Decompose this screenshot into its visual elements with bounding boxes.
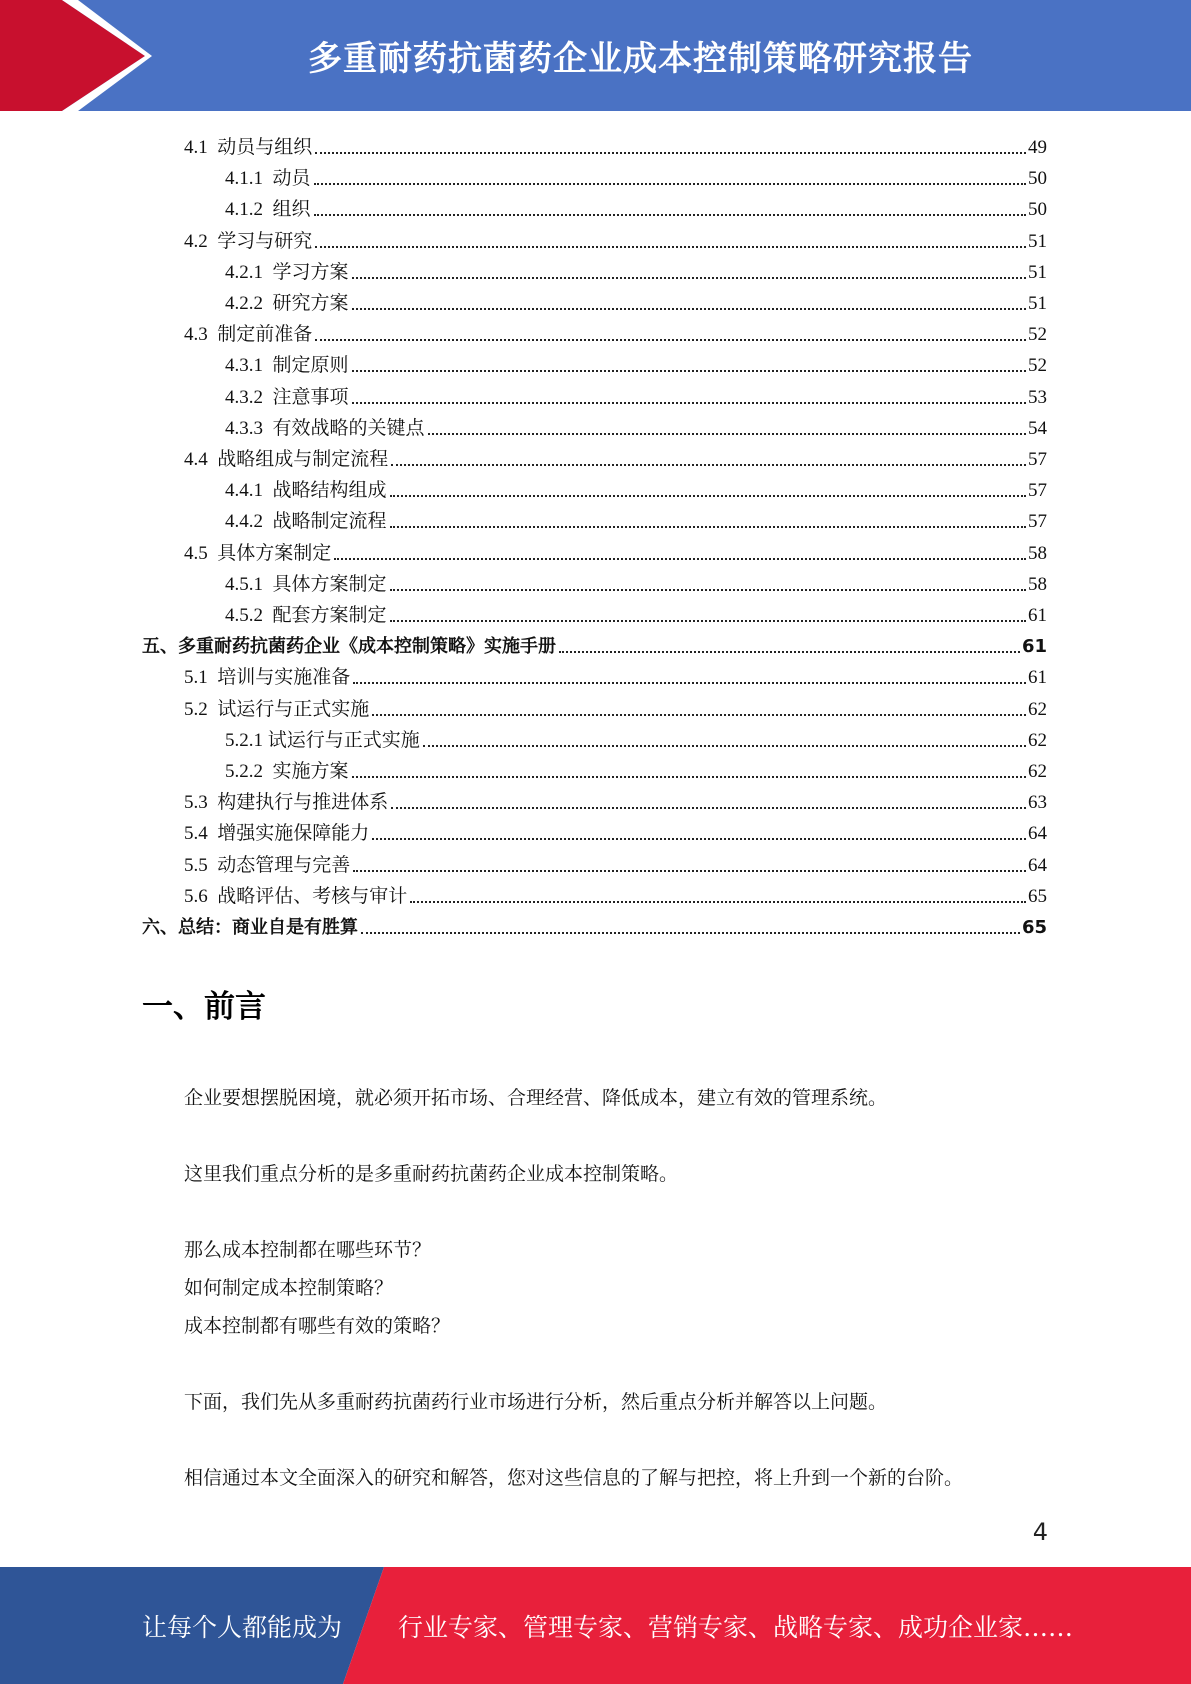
toc-entry-page: 49: [1028, 137, 1047, 158]
toc-dot-leader: [334, 557, 1026, 560]
toc-dot-leader: [391, 806, 1026, 809]
toc-entry-number: 4.2: [184, 230, 218, 252]
toc-entry-title: 具体方案制定: [217, 542, 332, 564]
toc-entry[interactable]: [225, 346, 1047, 377]
toc-entry-title: 有效战略的关键点: [272, 417, 425, 439]
preface-question: 成本控制都有哪些有效的策略？: [184, 1316, 451, 1337]
toc-dot-leader: [410, 900, 1026, 903]
toc-entry[interactable]: [184, 128, 1047, 159]
toc-entry-page: 58: [1028, 573, 1047, 595]
toc-entry-page: 52: [1028, 324, 1047, 346]
toc-entry[interactable]: [225, 378, 1047, 409]
toc-entry-page: 62: [1028, 761, 1047, 782]
toc-entry-number: 5.1: [184, 667, 218, 689]
toc-entry[interactable]: [225, 159, 1047, 190]
toc-entry-page: 65: [1028, 885, 1047, 907]
toc-entry-number: 4.1.2: [225, 199, 273, 221]
toc-entry-page: 61: [1028, 667, 1047, 689]
toc-dot-leader: [353, 869, 1026, 872]
toc-entry-page: 57: [1028, 480, 1047, 502]
toc-dot-leader: [390, 588, 1026, 591]
toc-entry-number: 4.3.3: [225, 417, 273, 439]
toc-entry[interactable]: [225, 502, 1047, 533]
toc-dot-leader: [314, 182, 1026, 185]
page-footer: [0, 1567, 1191, 1684]
toc-entry[interactable]: [225, 596, 1047, 627]
toc-dot-leader: [352, 401, 1026, 404]
toc-entry-page: 51: [1028, 230, 1047, 252]
toc-entry-title: 构建执行与推进体系: [217, 792, 389, 814]
toc-entry-number: 5.2.1: [225, 729, 268, 751]
toc-entry-number: 5.2: [184, 698, 218, 720]
toc-entry-number: 4.4.1: [225, 480, 273, 502]
toc-entry-title: 制定原则: [272, 355, 349, 377]
toc-entry-page: 61: [1028, 605, 1047, 626]
toc-entry[interactable]: [184, 534, 1047, 565]
toc-entry-title: 具体方案制定: [272, 573, 387, 595]
footer-slogan-right: 行业专家、管理专家、营销专家、战略专家、成功企业家……: [398, 1612, 1074, 1642]
toc-entry[interactable]: [184, 814, 1047, 845]
toc-entry[interactable]: [184, 440, 1047, 471]
toc-entry-number: 4.4: [184, 449, 218, 470]
toc-entry-page: 51: [1028, 261, 1047, 283]
toc-entry-page: 64: [1028, 823, 1047, 845]
toc-chapter-entry[interactable]: [142, 908, 1047, 939]
toc-entry-number: 5.4: [184, 823, 218, 845]
toc-entry-title: 动员: [272, 168, 311, 190]
toc-entry-title: 注意事项: [272, 386, 349, 408]
toc-entry-title: 试运行与正式实施: [267, 729, 420, 751]
toc-entry[interactable]: [184, 690, 1047, 721]
toc-dot-leader: [390, 494, 1026, 497]
toc-entry-number: 4.4.2: [225, 511, 273, 533]
toc-dot-leader: [390, 619, 1026, 622]
toc-entry-title: 战略制定流程: [272, 511, 387, 533]
toc-entry-title: 战略结构组成: [272, 480, 387, 502]
toc-entry-title: 试运行与正式实施: [217, 698, 370, 720]
toc-entry-number: 4.3.2: [225, 386, 273, 408]
toc-entry-page: 63: [1028, 792, 1047, 814]
toc-entry-title: 五、多重耐药抗菌药企业《成本控制策略》实施手册: [142, 636, 556, 658]
toc-entry-number: 4.5: [184, 542, 218, 564]
toc-entry-title: 动员与组织: [217, 137, 313, 158]
toc-entry-title: 增强实施保障能力: [217, 823, 370, 845]
toc-dot-leader: [423, 744, 1026, 747]
toc-dot-leader: [352, 775, 1026, 778]
toc-dot-leader: [315, 338, 1026, 341]
toc-entry[interactable]: [184, 658, 1047, 689]
toc-dot-leader: [559, 650, 1020, 653]
toc-entry[interactable]: [225, 190, 1047, 221]
toc-entry-page: 51: [1028, 293, 1047, 314]
preface-question: 如何制定成本控制策略？: [184, 1278, 394, 1299]
toc-entry-number: 4.2.2: [225, 293, 273, 314]
toc-entry[interactable]: [184, 877, 1047, 908]
section-heading-preface: 一、前言: [142, 989, 266, 1025]
preface-paragraph: 相信通过本文全面深入的研究和解答，您对这些信息的了解与把控，将上升到一个新的台阶。: [184, 1468, 964, 1489]
toc-dot-leader: [315, 151, 1026, 154]
report-title: 多重耐药抗菌药企业成本控制策略研究报告: [308, 39, 973, 79]
toc-dot-leader: [391, 463, 1026, 466]
toc-entry-title: 研究方案: [272, 293, 349, 314]
preface-paragraph: 企业要想摆脱困境，就必须开拓市场、合理经营、降低成本，建立有效的管理系统。: [184, 1088, 888, 1109]
toc-entry[interactable]: [225, 471, 1047, 502]
toc-entry-title: 配套方案制定: [272, 605, 387, 626]
toc-entry-number: 4.3: [184, 324, 218, 346]
toc-entry[interactable]: [225, 409, 1047, 440]
toc-entry-page: 61: [1021, 636, 1047, 658]
toc-entry-number: 4.3.1: [225, 355, 273, 377]
toc-entry-page: 50: [1028, 199, 1047, 221]
toc-dot-leader: [390, 525, 1026, 528]
toc-entry[interactable]: [184, 315, 1047, 346]
toc-entry[interactable]: [225, 565, 1047, 596]
toc-entry[interactable]: [225, 253, 1047, 284]
toc-entry-number: 4.1.1: [225, 168, 273, 190]
toc-entry-page: 53: [1028, 386, 1047, 408]
toc-dot-leader: [353, 681, 1026, 684]
toc-entry-page: 52: [1028, 355, 1047, 377]
toc-entry-title: 战略评估、考核与审计: [217, 885, 408, 907]
preface-question: 那么成本控制都在哪些环节？: [184, 1240, 432, 1261]
toc-dot-leader: [372, 837, 1026, 840]
page-number: 4: [1032, 1518, 1048, 1546]
toc-entry[interactable]: [225, 284, 1047, 315]
toc-entry-number: 4.1: [184, 137, 218, 158]
preface-paragraph: 这里我们重点分析的是多重耐药抗菌药企业成本控制策略。: [184, 1164, 679, 1185]
toc-entry-title: 组织: [272, 199, 311, 221]
preface-paragraph: 下面，我们先从多重耐药抗菌药行业市场进行分析，然后重点分析并解答以上问题。: [184, 1392, 888, 1413]
toc-dot-leader: [361, 931, 1020, 934]
toc-entry[interactable]: [184, 846, 1047, 877]
toc-entry-title: 学习与研究: [217, 230, 313, 252]
footer-slogan-left: 让每个人都能成为: [142, 1612, 343, 1642]
toc-dot-leader: [352, 369, 1026, 372]
toc-entry[interactable]: [184, 222, 1047, 253]
toc-entry-page: 57: [1028, 511, 1047, 533]
toc-entry-title: 实施方案: [272, 761, 349, 782]
toc-dot-leader: [315, 245, 1026, 248]
toc-entry-title: 制定前准备: [217, 324, 313, 346]
toc-entry-title: 动态管理与完善: [217, 854, 351, 876]
toc-chapter-entry[interactable]: [142, 627, 1047, 658]
toc-entry-number: 4.5.2: [225, 605, 273, 626]
toc-dot-leader: [372, 713, 1026, 716]
toc-entry-page: 58: [1028, 542, 1047, 564]
toc-entry-page: 50: [1028, 168, 1047, 190]
toc-entry-page: 57: [1028, 449, 1047, 470]
toc-dot-leader: [352, 307, 1026, 310]
toc-dot-leader: [428, 432, 1026, 435]
toc-entry-number: 4.5.1: [225, 573, 273, 595]
toc-entry-page: 65: [1021, 917, 1047, 938]
toc-entry-title: 培训与实施准备: [217, 667, 351, 689]
toc-entry[interactable]: [225, 721, 1047, 752]
toc-entry-page: 54: [1028, 417, 1047, 439]
toc-entry-page: 62: [1028, 729, 1047, 751]
toc-entry-number: 5.6: [184, 885, 218, 907]
toc-entry-title: 学习方案: [272, 261, 349, 283]
toc-entry-page: 64: [1028, 854, 1047, 876]
toc-entry-number: 5.3: [184, 792, 218, 814]
toc-dot-leader: [352, 276, 1026, 279]
toc-dot-leader: [314, 213, 1026, 216]
toc-entry-number: 5.5: [184, 854, 218, 876]
toc-entry-number: 5.2.2: [225, 761, 273, 782]
page-header: [0, 0, 1191, 111]
toc-entry-number: 4.2.1: [225, 261, 273, 283]
toc-entry[interactable]: [184, 783, 1047, 814]
toc-entry-title: 战略组成与制定流程: [217, 449, 389, 470]
toc-entry-page: 62: [1028, 698, 1047, 720]
toc-entry[interactable]: [225, 752, 1047, 783]
toc-entry-title: 六、总结：商业自是有胜算: [142, 917, 358, 938]
